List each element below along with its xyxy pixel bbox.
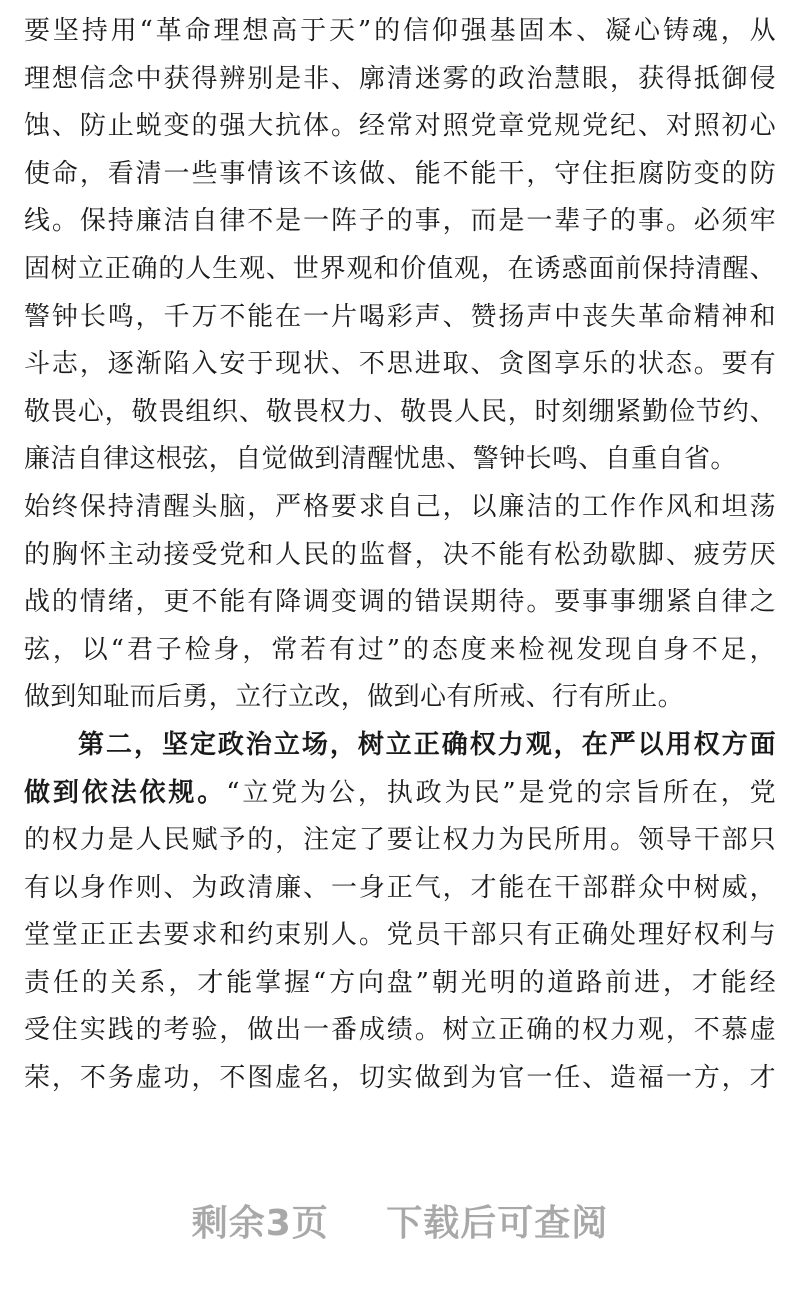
- text-line: 始终保持清醒头脑，严格要求自己，以廉洁的工作作风和坦荡: [24, 491, 776, 522]
- text-line: 堂堂正正去要求和约束别人。党员干部只有正确处理好权利与: [24, 920, 776, 951]
- text-line: 的胸怀主动接受党和人民的监督，决不能有松劲歇脚、疲劳厌: [24, 539, 776, 570]
- section-heading-bold: 做到依法依规。: [24, 777, 227, 808]
- text-line: 线。保持廉洁自律不是一阵子的事，而是一辈子的事。必须牢: [24, 206, 776, 237]
- text-line: 使命，看清一些事情该不该做、能不能干，守住拒腐防变的防: [24, 158, 776, 189]
- text-line: 理想信念中获得辨别是非、廓清迷雾的政治慧眼，获得抵御侵: [24, 63, 776, 94]
- text-line: 责任的关系，才能掌握“方向盘”朝光明的道路前进，才能经: [24, 967, 776, 998]
- text-line: 固树立正确的人生观、世界观和价值观，在诱惑面前保持清醒、: [24, 253, 776, 284]
- section-heading: 第二，坚定政治立场，树立正确权力观，在严以用权方面: [78, 729, 776, 760]
- text-line: 做到知耻而后勇，立行立改，做到心有所戒、行有所止。: [24, 682, 685, 713]
- text-line: 弦，以“君子检身，常若有过”的态度来检视发现自身不足，: [24, 634, 776, 665]
- text-line: 敬畏心，敬畏组织、敬畏权力、敬畏人民，时刻绷紧勤俭节约、: [24, 396, 776, 427]
- text-line: 斗志，逐渐陷入安于现状、不思进取、贪图享乐的状态。要有: [24, 349, 776, 380]
- remaining-pages-label[interactable]: 剩余3页: [191, 1203, 329, 1244]
- text-line: 廉洁自律这根弦，自觉做到清醒忧患、警钟长鸣、自重自省。: [24, 444, 737, 475]
- section-heading-continuation: [24, 770, 776, 818]
- text-line: 蚀、防止蜕变的强大抗体。经常对照党章党规党纪、对照初心: [24, 111, 776, 142]
- download-prompt[interactable]: [0, 1195, 800, 1246]
- text-line: 警钟长鸣，千万不能在一片喝彩声、赞扬声中丧失革命精神和: [24, 301, 776, 332]
- text-line: 的权力是人民赋予的，注定了要让权力为民所用。领导干部只: [24, 825, 776, 856]
- text-line: 荣，不务虚功，不图虚名，切实做到为官一任、造福一方，才: [24, 1063, 776, 1094]
- document-body: [24, 8, 776, 1103]
- text-line: 受住实践的考验，做出一番成绩。树立正确的权力观，不慕虚: [24, 1015, 776, 1046]
- text-line: 要坚持用“革命理想高于天”的信仰强基固本、凝心铸魂，从: [24, 16, 776, 46]
- download-hint-label[interactable]: 下载后可查阅: [386, 1203, 609, 1244]
- section-heading-rest: “立党为公，执政为民”是党的宗旨所在，党: [226, 777, 776, 808]
- text-line: 战的情绪，更不能有降调变调的错误期待。要事事绷紧自律之: [24, 587, 776, 618]
- text-line: 有以身作则、为政清廉、一身正气，才能在干部群众中树威，: [24, 872, 776, 903]
